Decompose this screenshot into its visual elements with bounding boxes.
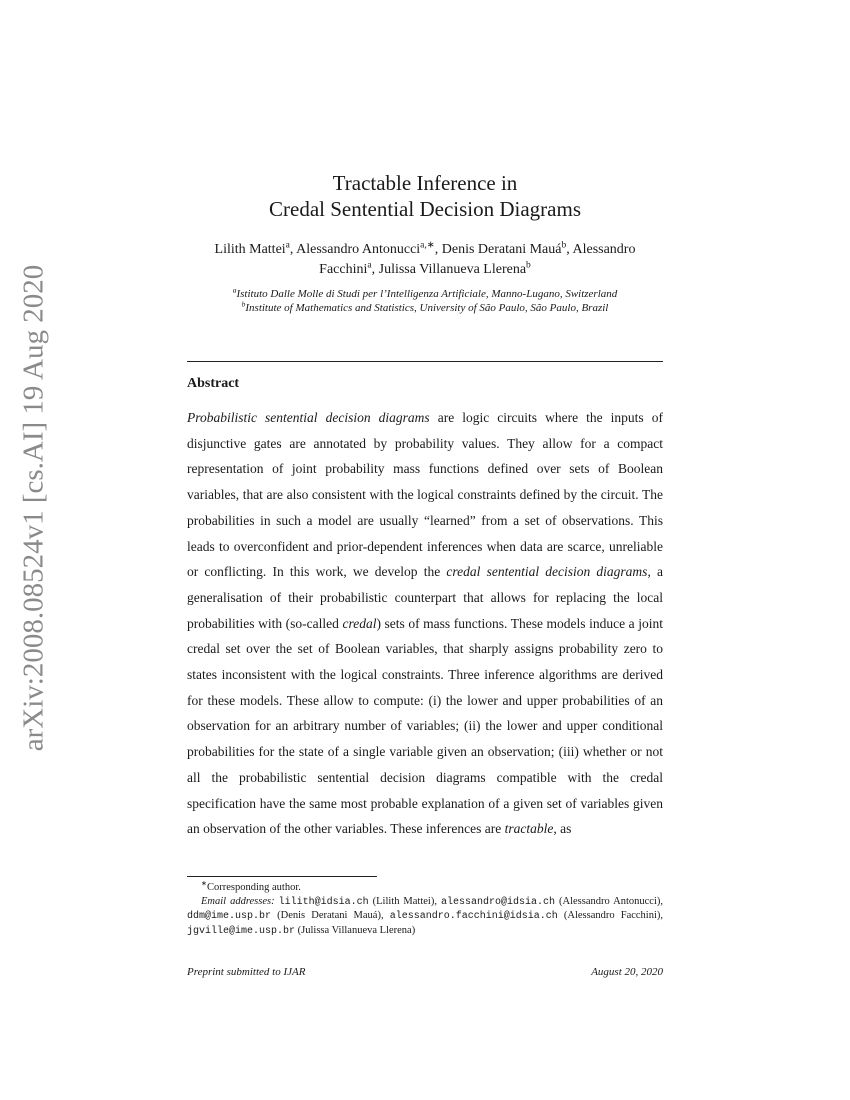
affiliation-line: $^a$Istituto Dalle Molle di Studi per l’Intelligenza Artificiale, Manno-Lugano, Switzerland [232,285,618,300]
author-name: Julissa Villanueva Llerena [378,262,527,277]
footer-date: August 20, 2020 [591,966,663,978]
email-link[interactable]: alessandro.facchini@idsia.ch [389,911,558,923]
arxiv-sidebar-stamp [6,264,62,752]
abstract-heading: Abstract [187,376,240,391]
title-line-2: Credal Sentential Decision Diagrams [269,197,581,221]
email-link[interactable]: jgville@ime.usp.br [187,925,296,937]
abstract-top-rule [187,361,663,362]
author-affil-mark: a,∗ [420,240,435,251]
author-name-last: Facchini [319,262,368,277]
email-link[interactable]: ddm@ime.usp.br [187,911,272,923]
author-name: Denis Deratani Mauá [441,242,562,257]
author-affil-mark: b [561,240,567,251]
author-name: Lilith Mattei [214,242,286,257]
author-affil-mark: b [526,260,531,271]
abstract-body: Probabilistic sentential decision diagrams are logic circuits where the inputs of disjunctive gates are annotated by probability values. They allow for a compact representation of joint probability mass functions defined over sets of Boolean variables, that are also consistent with the logical constraints defined by the circuit. The probabilities in such a model are usually “learned” from a set of observations. This leads to overconfident and prior-dependent inferences when data are scarce, unreliable or conflicting. In this work, we develop the credal sentential decision diagrams, a generalisation of their probabilistic counterpart that allows for replacing the local probabilities with (so-called credal) sets of mass functions. These models induce a joint credal set over the set of Boolean variables, that sharply assigns probability zero to states inconsistent with the logical constraints. Three inference algorithms are derived for these models. These allow to compute: (i) the lower and upper probabilities of an observation for an arbitrary number of variables; (ii) the lower and upper conditional probabilities for the state of a single variable given an observation; (iii) whether or not all the probabilistic sentential decision diagrams compatible with the credal specification have the same most probable explanation of a given set of variables given an observation of the other variables. These inferences are tractable, as [187,410,663,837]
footnote-emails: Email addresses: lilith@idsia.ch (Lilith Mattei), alessandro@idsia.ch (Alessandro Antonucci), ddm@ime.usp.br (Denis Deratani Mauá), alessandro.facchini@idsia.ch (Alessandro Facchini), jgville@ime.usp.br (Julissa Villanueva Llerena) [187,895,664,937]
footnote [187,881,663,938]
footnote-corresponding: ∗Corresponding author. [201,879,301,893]
author-name-first: Alessandro [572,242,636,257]
affiliation-line: $^b$Institute of Mathematics and Statistics, University of São Paulo, São Paulo, Brazil [241,299,609,314]
footer-preprint-note: Preprint submitted to IJAR [187,966,306,978]
author-name: Alessandro Antonucci [296,242,421,257]
arxiv-identifier: arXiv:2008.08524v1 [cs.AI] 19 Aug 2020 [17,264,50,752]
email-link[interactable]: alessandro@idsia.ch [440,896,555,908]
author-affil-mark: a [367,260,372,271]
paper-title [0,170,850,222]
author-list: Lilith Mattei$^a$, Alessandro Antonucci$^{a,∗}$, Denis Deratani Mauá$^b$, Alessandro Facchini$^a$, Julissa Villanueva Llerena$^b$ [214,240,636,277]
affiliations [150,287,700,315]
email-link[interactable]: lilith@idsia.ch [278,896,369,908]
footnote-rule [187,876,377,877]
title-line-1: Tractable Inference in [332,171,518,195]
author-affil-mark: a [285,240,290,251]
